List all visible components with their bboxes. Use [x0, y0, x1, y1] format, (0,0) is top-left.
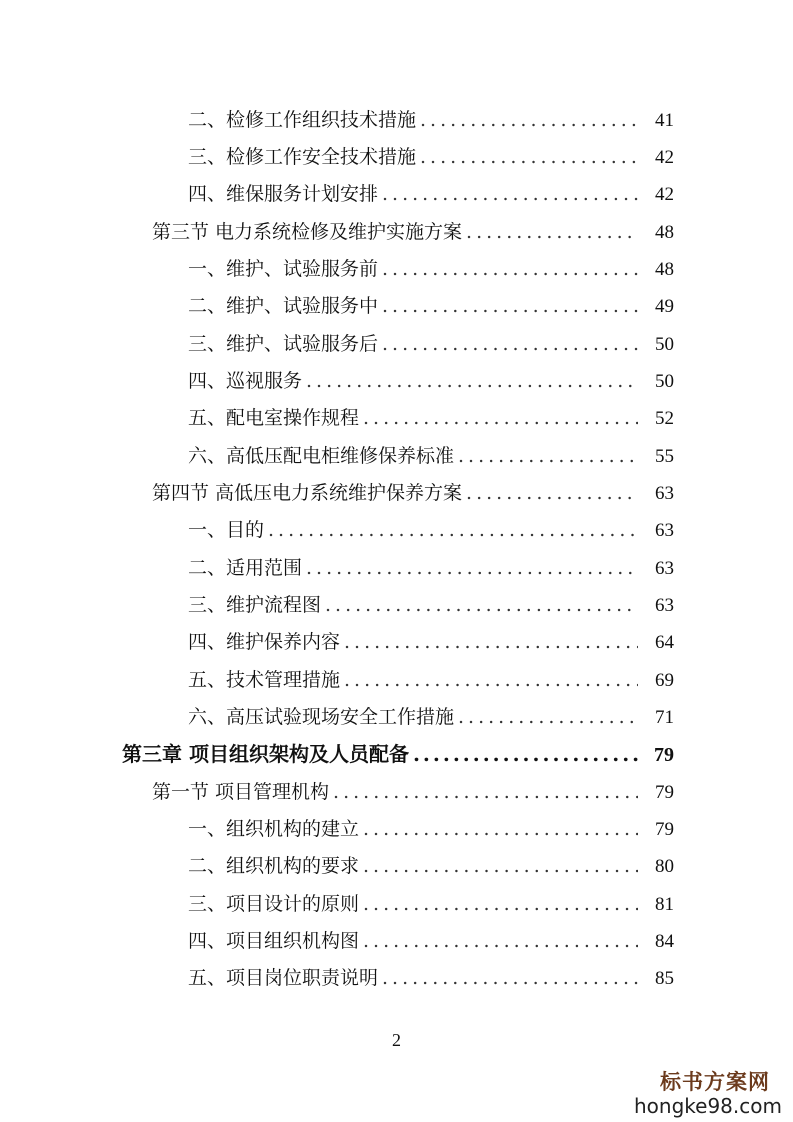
toc-entry-title: 四、项目组织机构图 — [188, 930, 360, 952]
leader-dots — [333, 779, 638, 805]
toc-entry-page: 69 — [655, 670, 674, 691]
leader-dots — [344, 629, 638, 655]
toc-entry-title: 一、维护、试验服务前 — [188, 258, 379, 280]
toc-entry[interactable] — [188, 891, 674, 918]
toc-section-entry[interactable] — [152, 779, 674, 806]
toc-entry[interactable] — [188, 667, 674, 694]
leader-dots — [325, 592, 638, 618]
toc-section-entry[interactable] — [152, 219, 674, 246]
toc-entry-page: 79 — [654, 744, 674, 766]
toc-entry-title: 六、高压试验现场安全工作措施 — [188, 706, 455, 728]
toc-entry[interactable] — [188, 816, 674, 843]
toc-entry[interactable] — [188, 107, 674, 134]
toc-entry[interactable] — [188, 443, 674, 470]
leader-dots — [382, 256, 638, 282]
leader-dots — [306, 555, 638, 581]
toc-entry[interactable] — [188, 293, 674, 320]
toc-entry-title: 二、组织机构的要求 — [188, 855, 360, 877]
leader-dots — [306, 368, 638, 394]
toc-entry-title: 第三章 项目组织架构及人员配备 — [122, 742, 409, 766]
toc-entry-page: 49 — [655, 296, 674, 317]
toc-section-entry[interactable] — [152, 480, 674, 507]
toc-entry-title: 第三节 电力系统检修及维护实施方案 — [152, 221, 463, 243]
toc-entry-title: 四、维护保养内容 — [188, 631, 341, 653]
toc-entry-page: 79 — [655, 782, 674, 803]
toc-entry-title: 一、组织机构的建立 — [188, 818, 360, 840]
toc-entry-title: 六、高低压配电柜维修保养标准 — [188, 445, 455, 467]
leader-dots — [458, 704, 638, 730]
toc-entry-page: 52 — [655, 408, 674, 429]
toc-entry[interactable] — [188, 555, 674, 582]
toc-entry-page: 42 — [655, 184, 674, 205]
toc-entry[interactable] — [188, 517, 674, 544]
toc-entry-page: 71 — [655, 707, 674, 728]
leader-dots — [363, 891, 638, 917]
toc-entry-title: 五、技术管理措施 — [188, 669, 341, 691]
toc-entry-page: 63 — [655, 558, 674, 579]
watermark-url: hongke98.com — [634, 1094, 782, 1118]
toc-entry-page: 79 — [655, 819, 674, 840]
toc-entry-title: 四、维保服务计划安排 — [188, 183, 379, 205]
leader-dots — [363, 928, 638, 954]
leader-dots — [363, 405, 638, 431]
leader-dots — [413, 741, 638, 767]
leader-dots — [344, 667, 638, 693]
toc-entry-title: 二、检修工作组织技术措施 — [188, 109, 417, 131]
leader-dots — [420, 107, 638, 133]
toc-entry[interactable] — [188, 331, 674, 358]
toc-entry-title: 三、维护、试验服务后 — [188, 333, 379, 355]
toc-entry-title: 四、巡视服务 — [188, 370, 303, 392]
toc-entry-page: 63 — [655, 483, 674, 504]
toc-entry[interactable] — [188, 704, 674, 731]
toc-entry-title: 三、检修工作安全技术措施 — [188, 146, 417, 168]
toc-entry[interactable] — [188, 144, 674, 171]
toc-entry-page: 85 — [655, 968, 674, 989]
toc-entry-title: 二、适用范围 — [188, 557, 303, 579]
toc-entry[interactable] — [188, 405, 674, 432]
toc-entry-page: 80 — [655, 856, 674, 877]
toc-entry[interactable] — [188, 928, 674, 955]
toc-entry-page: 50 — [655, 334, 674, 355]
leader-dots — [458, 443, 638, 469]
toc-entry-title: 三、维护流程图 — [188, 594, 322, 616]
toc-entry[interactable] — [188, 592, 674, 619]
leader-dots — [420, 144, 638, 170]
leader-dots — [363, 853, 638, 879]
leader-dots — [466, 219, 638, 245]
toc-entry[interactable] — [188, 853, 674, 880]
toc-entry-title: 一、目的 — [188, 519, 265, 541]
toc-entry-page: 50 — [655, 371, 674, 392]
toc-entry-title: 五、项目岗位职责说明 — [188, 967, 379, 989]
leader-dots — [382, 181, 638, 207]
toc-entry-title: 五、配电室操作规程 — [188, 407, 360, 429]
toc-entry-title: 三、项目设计的原则 — [188, 893, 360, 915]
toc-entry-page: 63 — [655, 595, 674, 616]
toc-entry-page: 63 — [655, 520, 674, 541]
page-number: 2 — [392, 1030, 401, 1050]
toc-entry-page: 41 — [655, 110, 674, 131]
toc-entry-page: 55 — [655, 446, 674, 467]
toc-entry-title: 第四节 高低压电力系统维护保养方案 — [152, 482, 463, 504]
toc-entry[interactable] — [188, 965, 674, 992]
toc-entry-page: 84 — [655, 931, 674, 952]
leader-dots — [382, 293, 638, 319]
toc-entry-page: 48 — [655, 222, 674, 243]
toc-entry[interactable] — [188, 368, 674, 395]
toc-entry-title: 二、维护、试验服务中 — [188, 295, 379, 317]
leader-dots — [363, 816, 638, 842]
toc-entry-page: 81 — [655, 894, 674, 915]
leader-dots — [382, 965, 638, 991]
toc-entry[interactable] — [188, 629, 674, 656]
toc-chapter-entry[interactable] — [122, 741, 674, 768]
leader-dots — [466, 480, 638, 506]
toc-entry-title: 第一节 项目管理机构 — [152, 781, 330, 803]
watermark-logo-text: 标书方案网 — [660, 1069, 770, 1094]
leader-dots — [268, 517, 638, 543]
toc-entry[interactable] — [188, 256, 674, 283]
toc-entry-page: 48 — [655, 259, 674, 280]
leader-dots — [382, 331, 638, 357]
toc-entry-page: 42 — [655, 147, 674, 168]
toc-entry-page: 64 — [655, 632, 674, 653]
toc-entry[interactable] — [188, 181, 674, 208]
